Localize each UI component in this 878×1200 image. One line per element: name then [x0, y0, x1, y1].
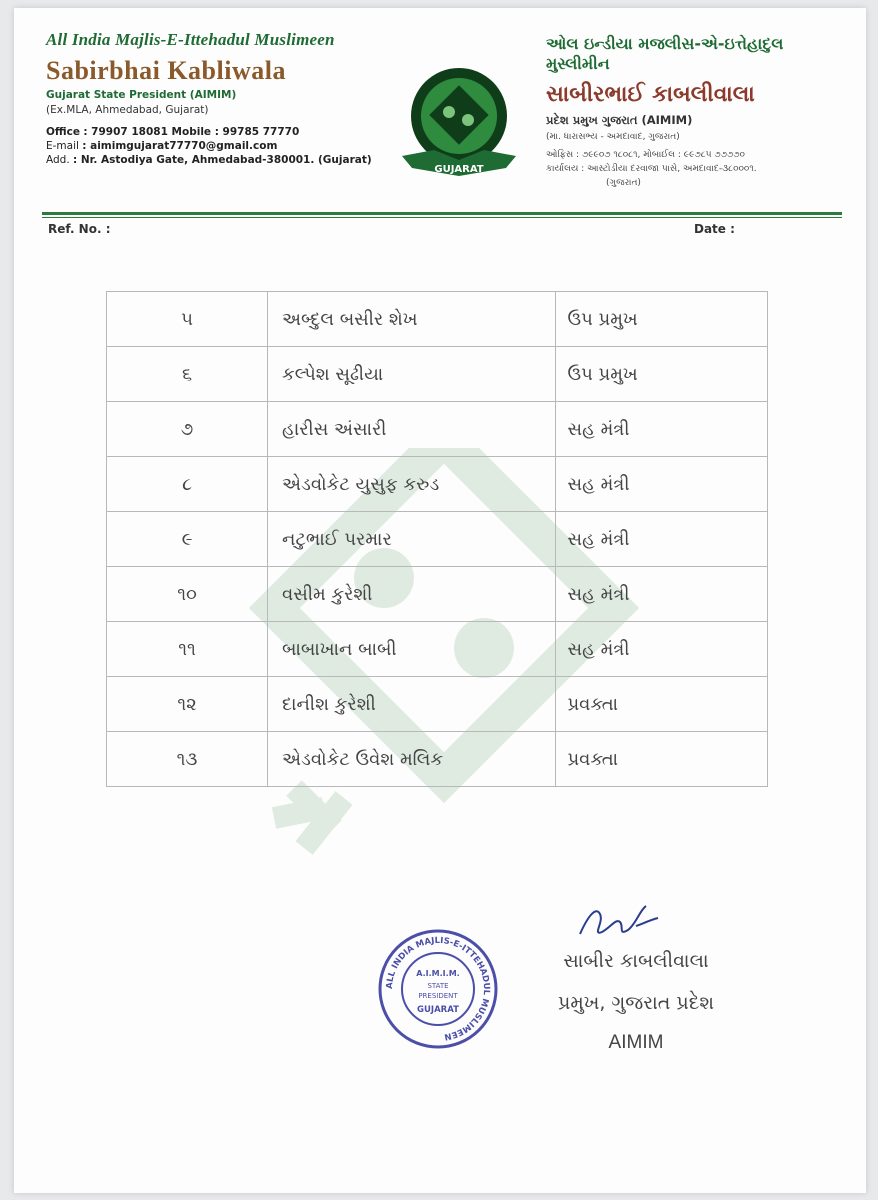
- email-label: E-mail: [46, 140, 79, 152]
- table-row: [107, 512, 768, 567]
- row-number: ૧૨: [107, 677, 268, 732]
- office-label: Office: [46, 126, 80, 138]
- address-gujarati: કાર્યાલય : આસ્ટોડીયા દરવાજા પાસે, અમદાવાદ-૩૮૦૦૦૧.: [546, 164, 757, 174]
- office-bearers-table: [106, 291, 768, 787]
- row-number: ૭: [107, 402, 268, 457]
- member-role: સહ મંત્રી: [555, 512, 768, 567]
- office-line: [46, 126, 406, 138]
- table-row: [107, 567, 768, 622]
- signatory-org: AIMIM: [608, 1032, 664, 1053]
- header-divider: [42, 212, 842, 215]
- member-name: નટુભાઈ પરમાર: [268, 512, 555, 567]
- person-name-english: Sabirbhai Kabliwala: [46, 56, 286, 85]
- member-role: પ્રવક્તા: [555, 677, 768, 732]
- letterhead-gujarati: [546, 34, 846, 188]
- designation-english: Gujarat State President (AIMIM): [46, 89, 237, 101]
- former-post-english: (Ex.MLA, Ahmedabad, Gujarat): [46, 104, 209, 116]
- address-line: [46, 154, 406, 166]
- letterhead-english: [46, 30, 406, 166]
- member-name: હારીસ અંસારી: [268, 402, 555, 457]
- signatory-title: પ્રમુખ, ગુજરાત પ્રદેશ: [557, 992, 714, 1014]
- table-row: [107, 622, 768, 677]
- office-value: : 79907 18081 Mobile : 99785 77770: [83, 126, 300, 138]
- signatory-name: સાબીર કાબલીવાલા: [563, 950, 709, 972]
- row-number: ૬: [107, 347, 268, 402]
- member-name: એડવોકેટ યુસુફ કરુડ: [268, 457, 555, 512]
- table-row: [107, 732, 768, 787]
- letter-page: [14, 8, 866, 1193]
- table-row: [107, 347, 768, 402]
- party-logo-icon: [394, 64, 524, 194]
- party-name-gujarati: ઓલ ઇન્ડીયા મજલીસ-એ-ઇત્તેહાદુલ મુસ્લીમીન: [546, 34, 784, 73]
- member-role: સહ મંત્રી: [555, 457, 768, 512]
- member-role: સહ મંત્રી: [555, 567, 768, 622]
- table-row: [107, 457, 768, 512]
- member-name: દાનીશ કુરેશી: [268, 677, 555, 732]
- member-role: ઉપ પ્રમુખ: [555, 347, 768, 402]
- seal-line4: GUJARAT: [417, 1005, 459, 1015]
- logo-text: GUJARAT: [434, 164, 484, 175]
- table-row: [107, 402, 768, 457]
- member-name: બાબાખાન બાબી: [268, 622, 555, 677]
- member-role: સહ મંત્રી: [555, 402, 768, 457]
- person-name-gujarati: સાબીરભાઈ કાબલીવાલા: [546, 82, 755, 107]
- seal-line1: A.I.M.I.M.: [416, 969, 460, 978]
- member-name: એડવોકેટ ઉવેશ મલિક: [268, 732, 555, 787]
- row-number: ૧૦: [107, 567, 268, 622]
- row-number: ૮: [107, 457, 268, 512]
- address-gujarati-2: (ગુજરાત): [606, 178, 641, 188]
- table-row: [107, 677, 768, 732]
- official-seal-icon: [377, 928, 499, 1050]
- signature-icon: [574, 896, 664, 946]
- member-role: ઉપ પ્રમુખ: [555, 292, 768, 347]
- email-line: [46, 140, 406, 152]
- header-divider-thin: [42, 217, 842, 218]
- row-number: ૯: [107, 512, 268, 567]
- address-value: : Nr. Astodiya Gate, Ahmedabad-380001. (Gujarat): [73, 154, 372, 166]
- row-number: ૧૧: [107, 622, 268, 677]
- seal-line3: PRESIDENT: [418, 992, 458, 1000]
- member-name: કલ્પેશ સૂઢીયા: [268, 347, 555, 402]
- ref-number-label: Ref. No. :: [48, 222, 111, 236]
- seal-line2: STATE: [427, 982, 449, 990]
- address-label: Add.: [46, 154, 70, 166]
- member-role: પ્રવક્તા: [555, 732, 768, 787]
- date-label: Date :: [694, 222, 735, 236]
- row-number: ૧૩: [107, 732, 268, 787]
- email-value: : aimimgujarat77770@gmail.com: [82, 140, 278, 152]
- party-name-english: All India Majlis-E-Ittehadul Muslimeen: [46, 30, 335, 49]
- member-name: અબ્દુલ બસીર શેખ: [268, 292, 555, 347]
- former-post-gujarati: (મા. ધારાસભ્ય - અમદાવાદ, ગુજરાત): [546, 132, 680, 142]
- row-number: ૫: [107, 292, 268, 347]
- seal-outer-text: ALL INDIA MAJLIS-E-ITTEHADUL MUSLIMEEN: [384, 935, 492, 1042]
- designation-gujarati: પ્રદેશ પ્રમુખ ગુજરાત (AIMIM): [546, 113, 693, 127]
- member-role: સહ મંત્રી: [555, 622, 768, 677]
- office-gujarati: ઓફિસ : ૭૯૯૦૭ ૧૮૦૮૧, મોબાઈલ : ૯૯૭૮૫ ૭૭૭૭૦: [546, 150, 745, 160]
- table-row: [107, 292, 768, 347]
- member-name: વસીમ કુરેશી: [268, 567, 555, 622]
